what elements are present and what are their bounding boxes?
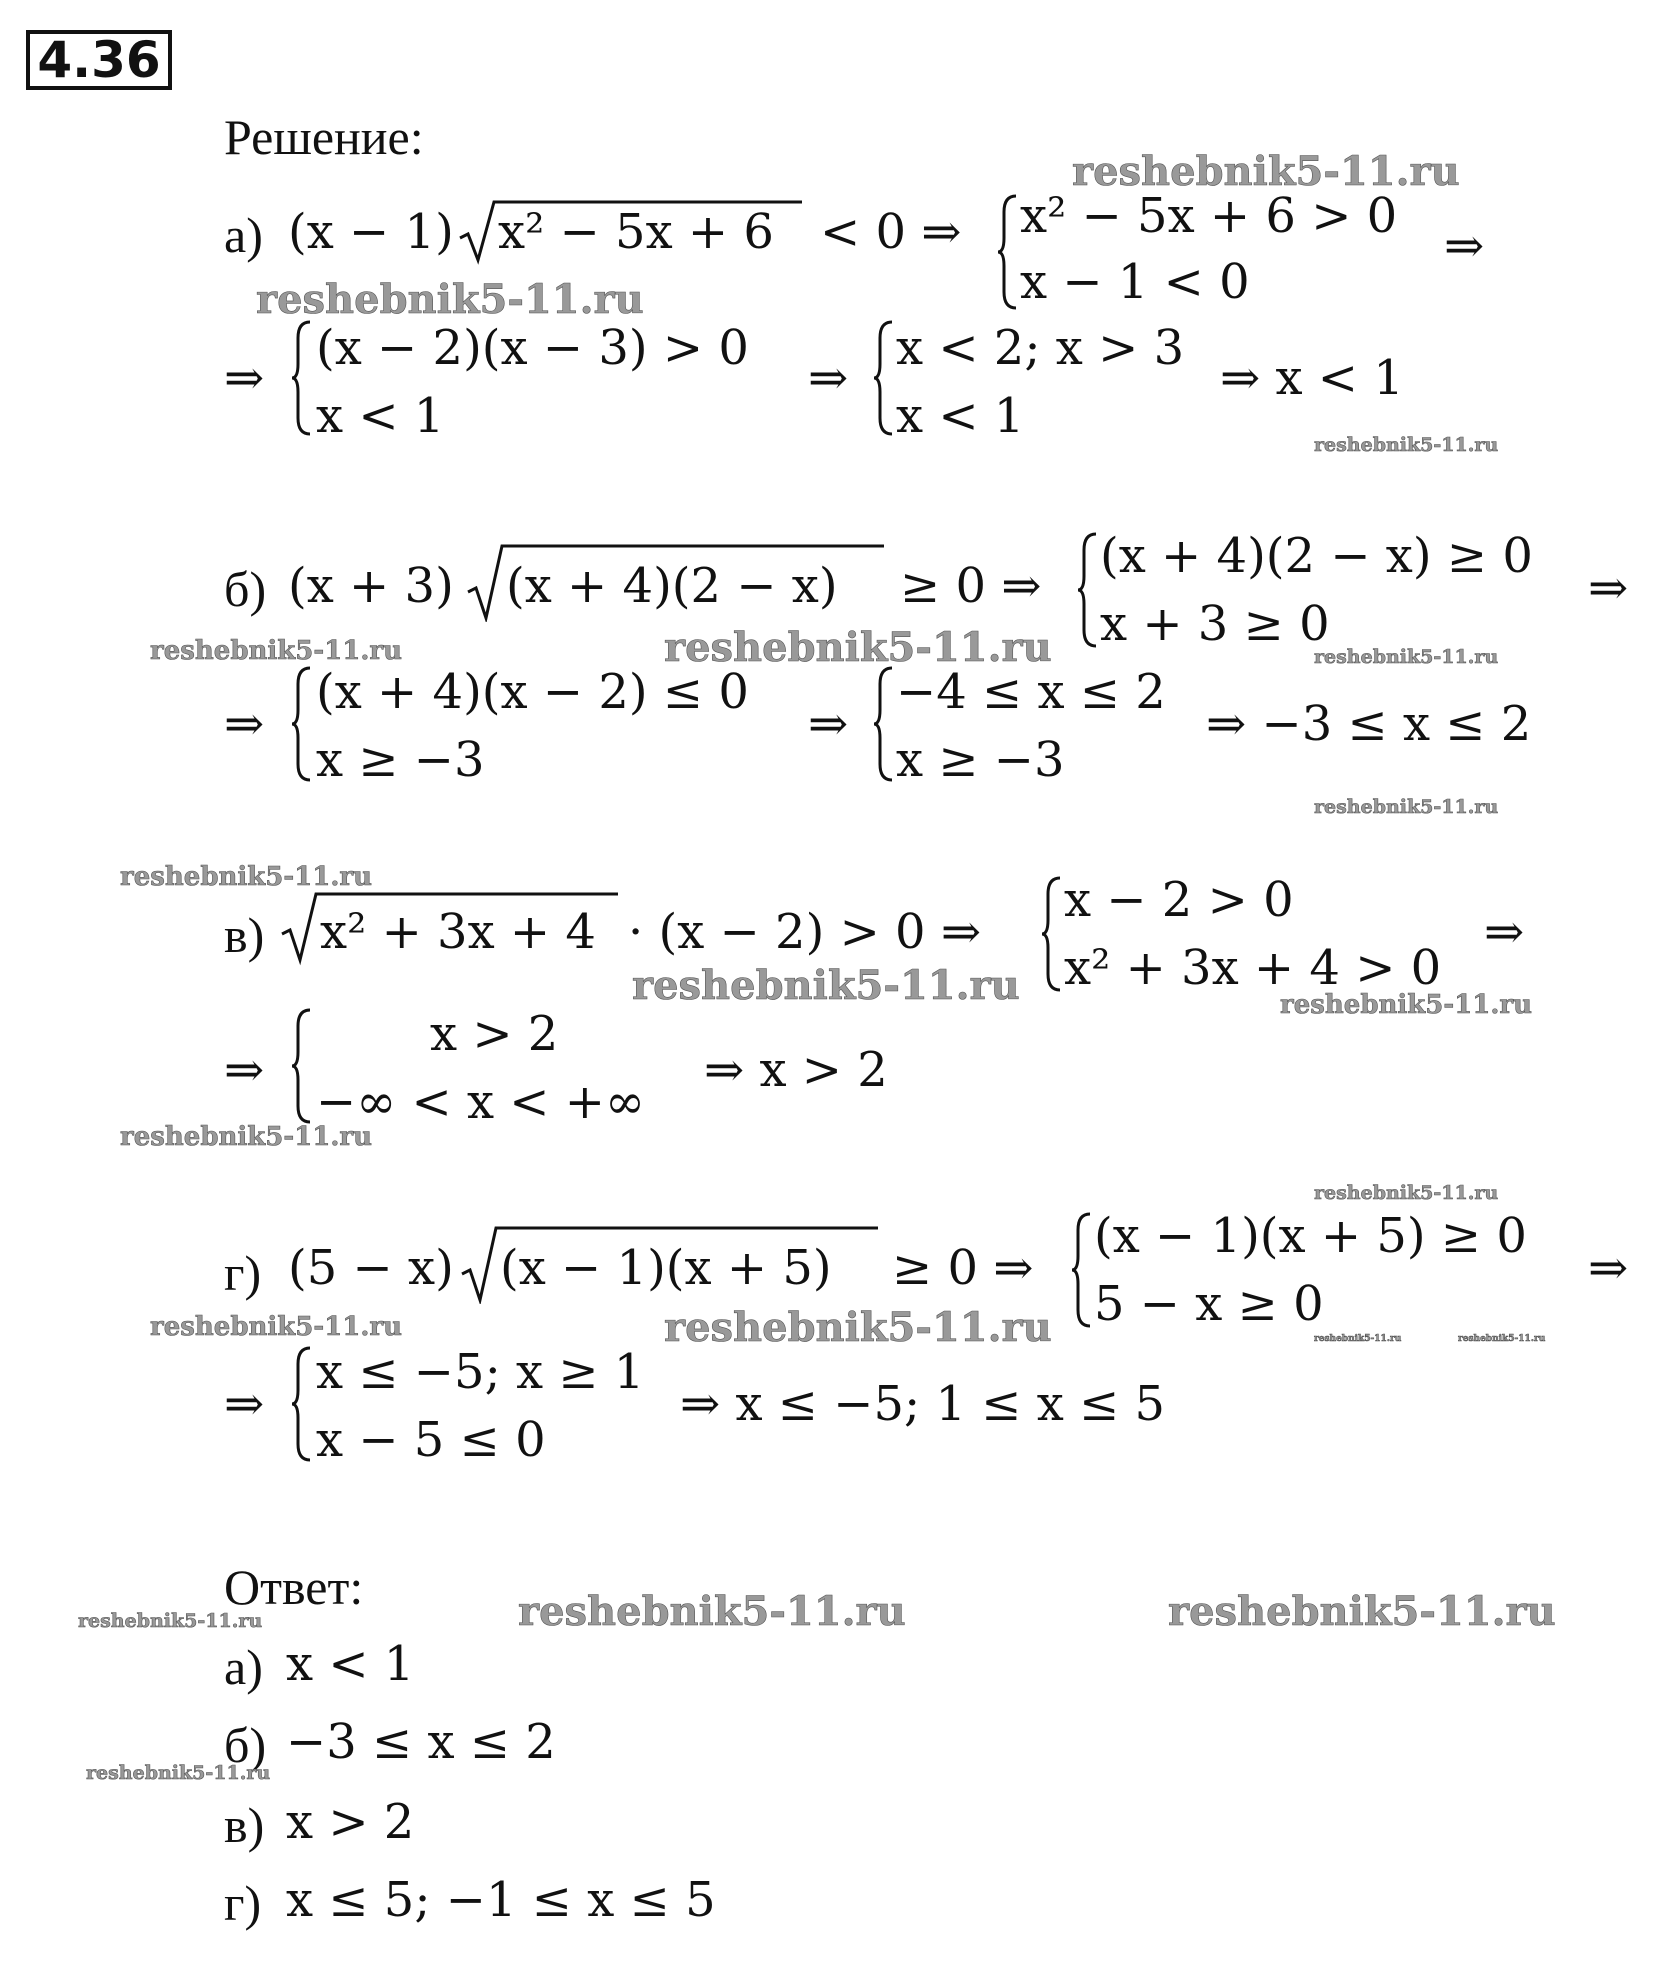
brace-icon — [290, 1346, 312, 1462]
part-b-result: ⇒ −3 ≤ x ≤ 2 — [1206, 696, 1532, 752]
part-g-sys2-line1: x ≤ −5; x ≥ 1 — [316, 1344, 645, 1400]
part-v-sys1-line1: x − 2 > 0 — [1064, 872, 1294, 928]
part-a-result: ⇒ x < 1 — [1220, 350, 1404, 406]
answer-b-label: б) — [224, 1717, 267, 1773]
part-g-result: ⇒ x ≤ −5; 1 ≤ x ≤ 5 — [680, 1376, 1166, 1432]
part-a-sys2-line2: x < 1 — [316, 388, 445, 444]
part-v-radicand: x² + 3x + 4 — [320, 904, 596, 960]
brace-icon — [1040, 876, 1062, 992]
part-a-sys3-line2: x < 1 — [896, 388, 1025, 444]
watermark: reshebnik5-11.ru — [1314, 1182, 1499, 1204]
part-v-arrow1: ⇒ — [1484, 904, 1525, 960]
watermark: reshebnik5-11.ru — [518, 1588, 906, 1635]
watermark: reshebnik5-11.ru — [86, 1762, 271, 1784]
watermark: reshebnik5-11.ru — [1314, 646, 1499, 668]
part-b-arrow1: ⇒ — [1588, 560, 1629, 616]
part-b-arrow3: ⇒ — [808, 696, 849, 752]
part-v-label: в) — [224, 907, 265, 963]
watermark: reshebnik5-11.ru — [664, 624, 1052, 671]
part-v-lhs-post: · (x − 2) > 0 ⇒ — [628, 904, 982, 960]
part-b-sys2-line1: (x + 4)(x − 2) ≤ 0 — [316, 664, 749, 720]
watermark: reshebnik5-11.ru — [150, 1312, 403, 1342]
brace-icon — [872, 320, 894, 436]
part-b-label: б) — [224, 561, 267, 617]
answer-b-value: −3 ≤ x ≤ 2 — [286, 1714, 556, 1770]
watermark: reshebnik5-11.ru — [120, 862, 373, 892]
part-v-sys1-line2: x² + 3x + 4 > 0 — [1064, 940, 1442, 996]
part-a-sys2-line1: (x − 2)(x − 3) > 0 — [316, 320, 749, 376]
part-g-label: г) — [224, 1245, 262, 1301]
part-v-result: ⇒ x > 2 — [704, 1042, 888, 1098]
answer-a-value: x < 1 — [286, 1636, 415, 1692]
part-b-arrow2: ⇒ — [224, 696, 265, 752]
part-b-sys3-line2: x ≥ −3 — [896, 732, 1065, 788]
brace-icon — [872, 666, 894, 782]
part-b-radicand: (x + 4)(2 − x) — [506, 558, 838, 614]
part-a-radicand: x² − 5x + 6 — [498, 204, 774, 260]
part-g-lhs-post: ≥ 0 ⇒ — [892, 1240, 1034, 1296]
watermark: reshebnik5-11.ru — [1314, 796, 1499, 818]
watermark: reshebnik5-11.ru — [1168, 1588, 1556, 1635]
watermark: reshebnik5-11.ru — [1072, 148, 1460, 195]
part-b-sys2-line2: x ≥ −3 — [316, 732, 485, 788]
part-v-sys2-line2: −∞ < x < +∞ — [316, 1074, 645, 1130]
problem-number: 4.36 — [26, 30, 172, 90]
part-a-sys1-line2: x − 1 < 0 — [1020, 254, 1250, 310]
part-a-arrow2: ⇒ — [224, 350, 265, 406]
part-a-label: а) — [224, 207, 263, 263]
watermark: reshebnik5-11.ru — [256, 276, 644, 323]
part-g-arrow2: ⇒ — [224, 1376, 265, 1432]
answer-a-label: а) — [224, 1639, 263, 1695]
part-a-arrow3: ⇒ — [808, 350, 849, 406]
part-g-radicand: (x − 1)(x + 5) — [500, 1240, 832, 1296]
answer-g-value: x ≤ 5; −1 ≤ x ≤ 5 — [286, 1872, 716, 1928]
part-b-sys1-line1: (x + 4)(2 − x) ≥ 0 — [1100, 528, 1533, 584]
answer-v-label: в) — [224, 1797, 265, 1853]
brace-icon — [1070, 1212, 1092, 1328]
brace-icon — [290, 1008, 312, 1124]
part-g-sys1-line2: 5 − x ≥ 0 — [1094, 1276, 1324, 1332]
watermark: reshebnik5-11.ru — [1314, 1334, 1402, 1344]
part-g-sys2-line2: x − 5 ≤ 0 — [316, 1412, 546, 1468]
watermark: reshebnik5-11.ru — [1458, 1334, 1546, 1344]
part-g-arrow1: ⇒ — [1588, 1240, 1629, 1296]
part-g-lhs-pre: (5 − x) — [288, 1240, 454, 1296]
watermark: reshebnik5-11.ru — [632, 962, 1020, 1009]
answer-heading: Ответ: — [224, 1559, 364, 1615]
part-g-sys1-line1: (x − 1)(x + 5) ≥ 0 — [1094, 1208, 1527, 1264]
part-a-sys1-line1: x² − 5x + 6 > 0 — [1020, 188, 1398, 244]
answer-v-value: x > 2 — [286, 1794, 415, 1850]
part-a-lhs-post: < 0 ⇒ — [820, 204, 962, 260]
brace-icon — [1076, 532, 1098, 648]
part-a-arrow1: ⇒ — [1444, 218, 1485, 274]
brace-icon — [290, 666, 312, 782]
brace-icon — [290, 320, 312, 436]
brace-icon — [996, 194, 1018, 310]
watermark: reshebnik5-11.ru — [78, 1610, 263, 1632]
watermark: reshebnik5-11.ru — [1314, 434, 1499, 456]
part-b-lhs-pre: (x + 3) — [288, 558, 454, 614]
solution-heading: Решение: — [224, 109, 424, 165]
part-a-lhs-pre: (x − 1) — [288, 204, 454, 260]
part-b-sys3-line1: −4 ≤ x ≤ 2 — [896, 664, 1166, 720]
answer-g-label: г) — [224, 1875, 262, 1931]
part-v-arrow2: ⇒ — [224, 1042, 265, 1098]
part-v-sys2-line1: x > 2 — [430, 1006, 559, 1062]
watermark: reshebnik5-11.ru — [664, 1304, 1052, 1351]
part-a-sys3-line1: x < 2; x > 3 — [896, 320, 1185, 376]
watermark: reshebnik5-11.ru — [1280, 990, 1533, 1020]
part-b-sys1-line2: x + 3 ≥ 0 — [1100, 596, 1330, 652]
part-b-lhs-post: ≥ 0 ⇒ — [900, 558, 1042, 614]
watermark: reshebnik5-11.ru — [150, 636, 403, 666]
watermark: reshebnik5-11.ru — [120, 1122, 373, 1152]
